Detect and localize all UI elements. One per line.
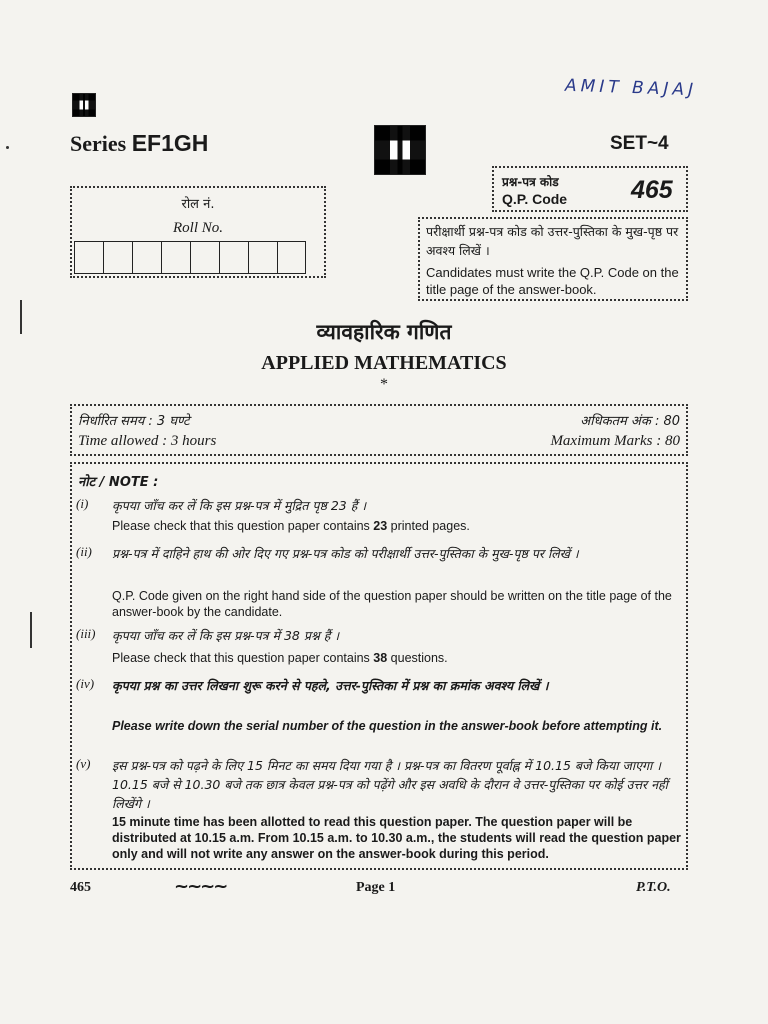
series-prefix: Series [70, 131, 127, 156]
roll-label-english: Roll No. [172, 220, 223, 236]
item-3-hindi: कृपया जाँच कर लें कि इस प्रश्न-पत्र में 38 प्रश्न हैं । [112, 628, 340, 643]
roll-cell[interactable] [219, 241, 248, 274]
note-box [70, 462, 688, 870]
margin-mark [6, 146, 9, 149]
roll-label-hindi: रोल नं. [181, 197, 215, 212]
footer-tilde: ~~~~ [174, 876, 227, 897]
roll-cell[interactable] [103, 241, 132, 274]
qp-code-label-english: Q.P. Code [502, 191, 568, 207]
roll-cell[interactable] [74, 241, 103, 274]
series-label [70, 130, 208, 157]
subject-title-hindi: व्यावहारिक गणित [316, 320, 452, 344]
item-number: (iii) [76, 626, 96, 641]
series-code: EF1GH [131, 130, 209, 156]
qp-code-number: 465 [631, 176, 673, 204]
item-4-english: Please write down the serial number of the question in the answer-book before attempting it. [112, 719, 663, 733]
roll-number-box [70, 186, 326, 278]
footer-page: Page 1 [356, 880, 396, 895]
roll-cell[interactable] [161, 241, 190, 274]
item-2-hindi: प्रश्न-पत्र में दाहिने हाथ की ओर दिए गए प्रश्न-पत्र कोड को परीक्षार्थी उत्तर-पुस्तिका के मुख-पृष्ठ पर लिखें । [112, 546, 579, 561]
roll-cell[interactable] [190, 241, 219, 274]
footer-code: 465 [70, 880, 91, 895]
item-4-hindi: कृपया प्रश्न का उत्तर लिखना शुरू करने से पहले, उत्तर-पुस्तिका में प्रश्न का क्रमांक अवश्य लिखें । [112, 678, 549, 693]
instruction-hindi: परीक्षार्थी प्रश्न-पत्र कोड को उत्तर-पुस्तिका के मुख-पृष्ठ पर अवश्य लिखें । [426, 224, 679, 258]
item-number: (i) [76, 496, 89, 511]
item-number: (ii) [76, 544, 92, 559]
time-allowed-hindi: निर्धारित समय : 3 घण्टे [78, 414, 190, 429]
item-1-english: Please check that this question paper contains 23 printed pages. [112, 519, 470, 533]
item-5-hindi: इस प्रश्न-पत्र को पढ़ने के लिए 15 मिनट का समय दिया गया है । प्रश्न-पत्र का वितरण पूर्वाह्न में 10.15 बजे किया जाएगा । 10.15 बजे से 10.30 बजे तक छात्र केवल प्रश्न-पत्र को पढ़ेंगे और इस अवधि के दौरान वे उत्तर-पुस्तिका पर कोई उत्तर नहीं लिखेंगे । [112, 758, 668, 811]
asterisk-mark: * [380, 376, 388, 393]
item-number: (iv) [76, 676, 95, 691]
max-marks-english: Maximum Marks : 80 [550, 433, 680, 449]
roll-cell[interactable] [277, 241, 306, 274]
note-heading: नोट / NOTE : [78, 475, 159, 490]
handwritten-name: AMIT BAJAJ [564, 75, 698, 101]
margin-mark [30, 612, 32, 648]
qr-code [374, 125, 426, 175]
item-2-english: Q.P. Code given on the right hand side of the question paper should be written on the title page of the answer-book by the candidate. [112, 589, 672, 619]
roll-cell[interactable] [132, 241, 161, 274]
max-marks-hindi: अधिकतम अंक : 80 [580, 414, 680, 429]
item-5-english: 15 minute time has been allotted to read this question paper. The question paper will be distributed at 10.15 a.m. From 10.15 a.m. to 10.30 a.m., the students will read the question paper only and will not write any answer on the answer-book during this period. [112, 815, 681, 861]
small-qr-code [72, 93, 96, 117]
footer-pto: P.T.O. [636, 880, 671, 895]
item-number: (v) [76, 756, 91, 771]
candidate-instruction-box [418, 217, 688, 301]
roll-number-cells [74, 241, 306, 274]
subject-title-english: APPLIED MATHEMATICS [261, 352, 507, 374]
time-allowed-english: Time allowed : 3 hours [78, 433, 217, 449]
time-marks-box [70, 404, 688, 456]
item-1-hindi: कृपया जाँच कर लें कि इस प्रश्न-पत्र में मुद्रित पृष्ठ 23 हैं । [112, 498, 367, 513]
instruction-english: Candidates must write the Q.P. Code on the title page of the answer-book. [426, 265, 679, 297]
set-number: SET~4 [610, 133, 669, 154]
roll-cell[interactable] [248, 241, 277, 274]
qp-code-label-hindi: प्रश्न-पत्र कोड [502, 175, 559, 189]
qp-code-box [492, 166, 688, 212]
item-3-english: Please check that this question paper contains 38 questions. [112, 651, 448, 665]
